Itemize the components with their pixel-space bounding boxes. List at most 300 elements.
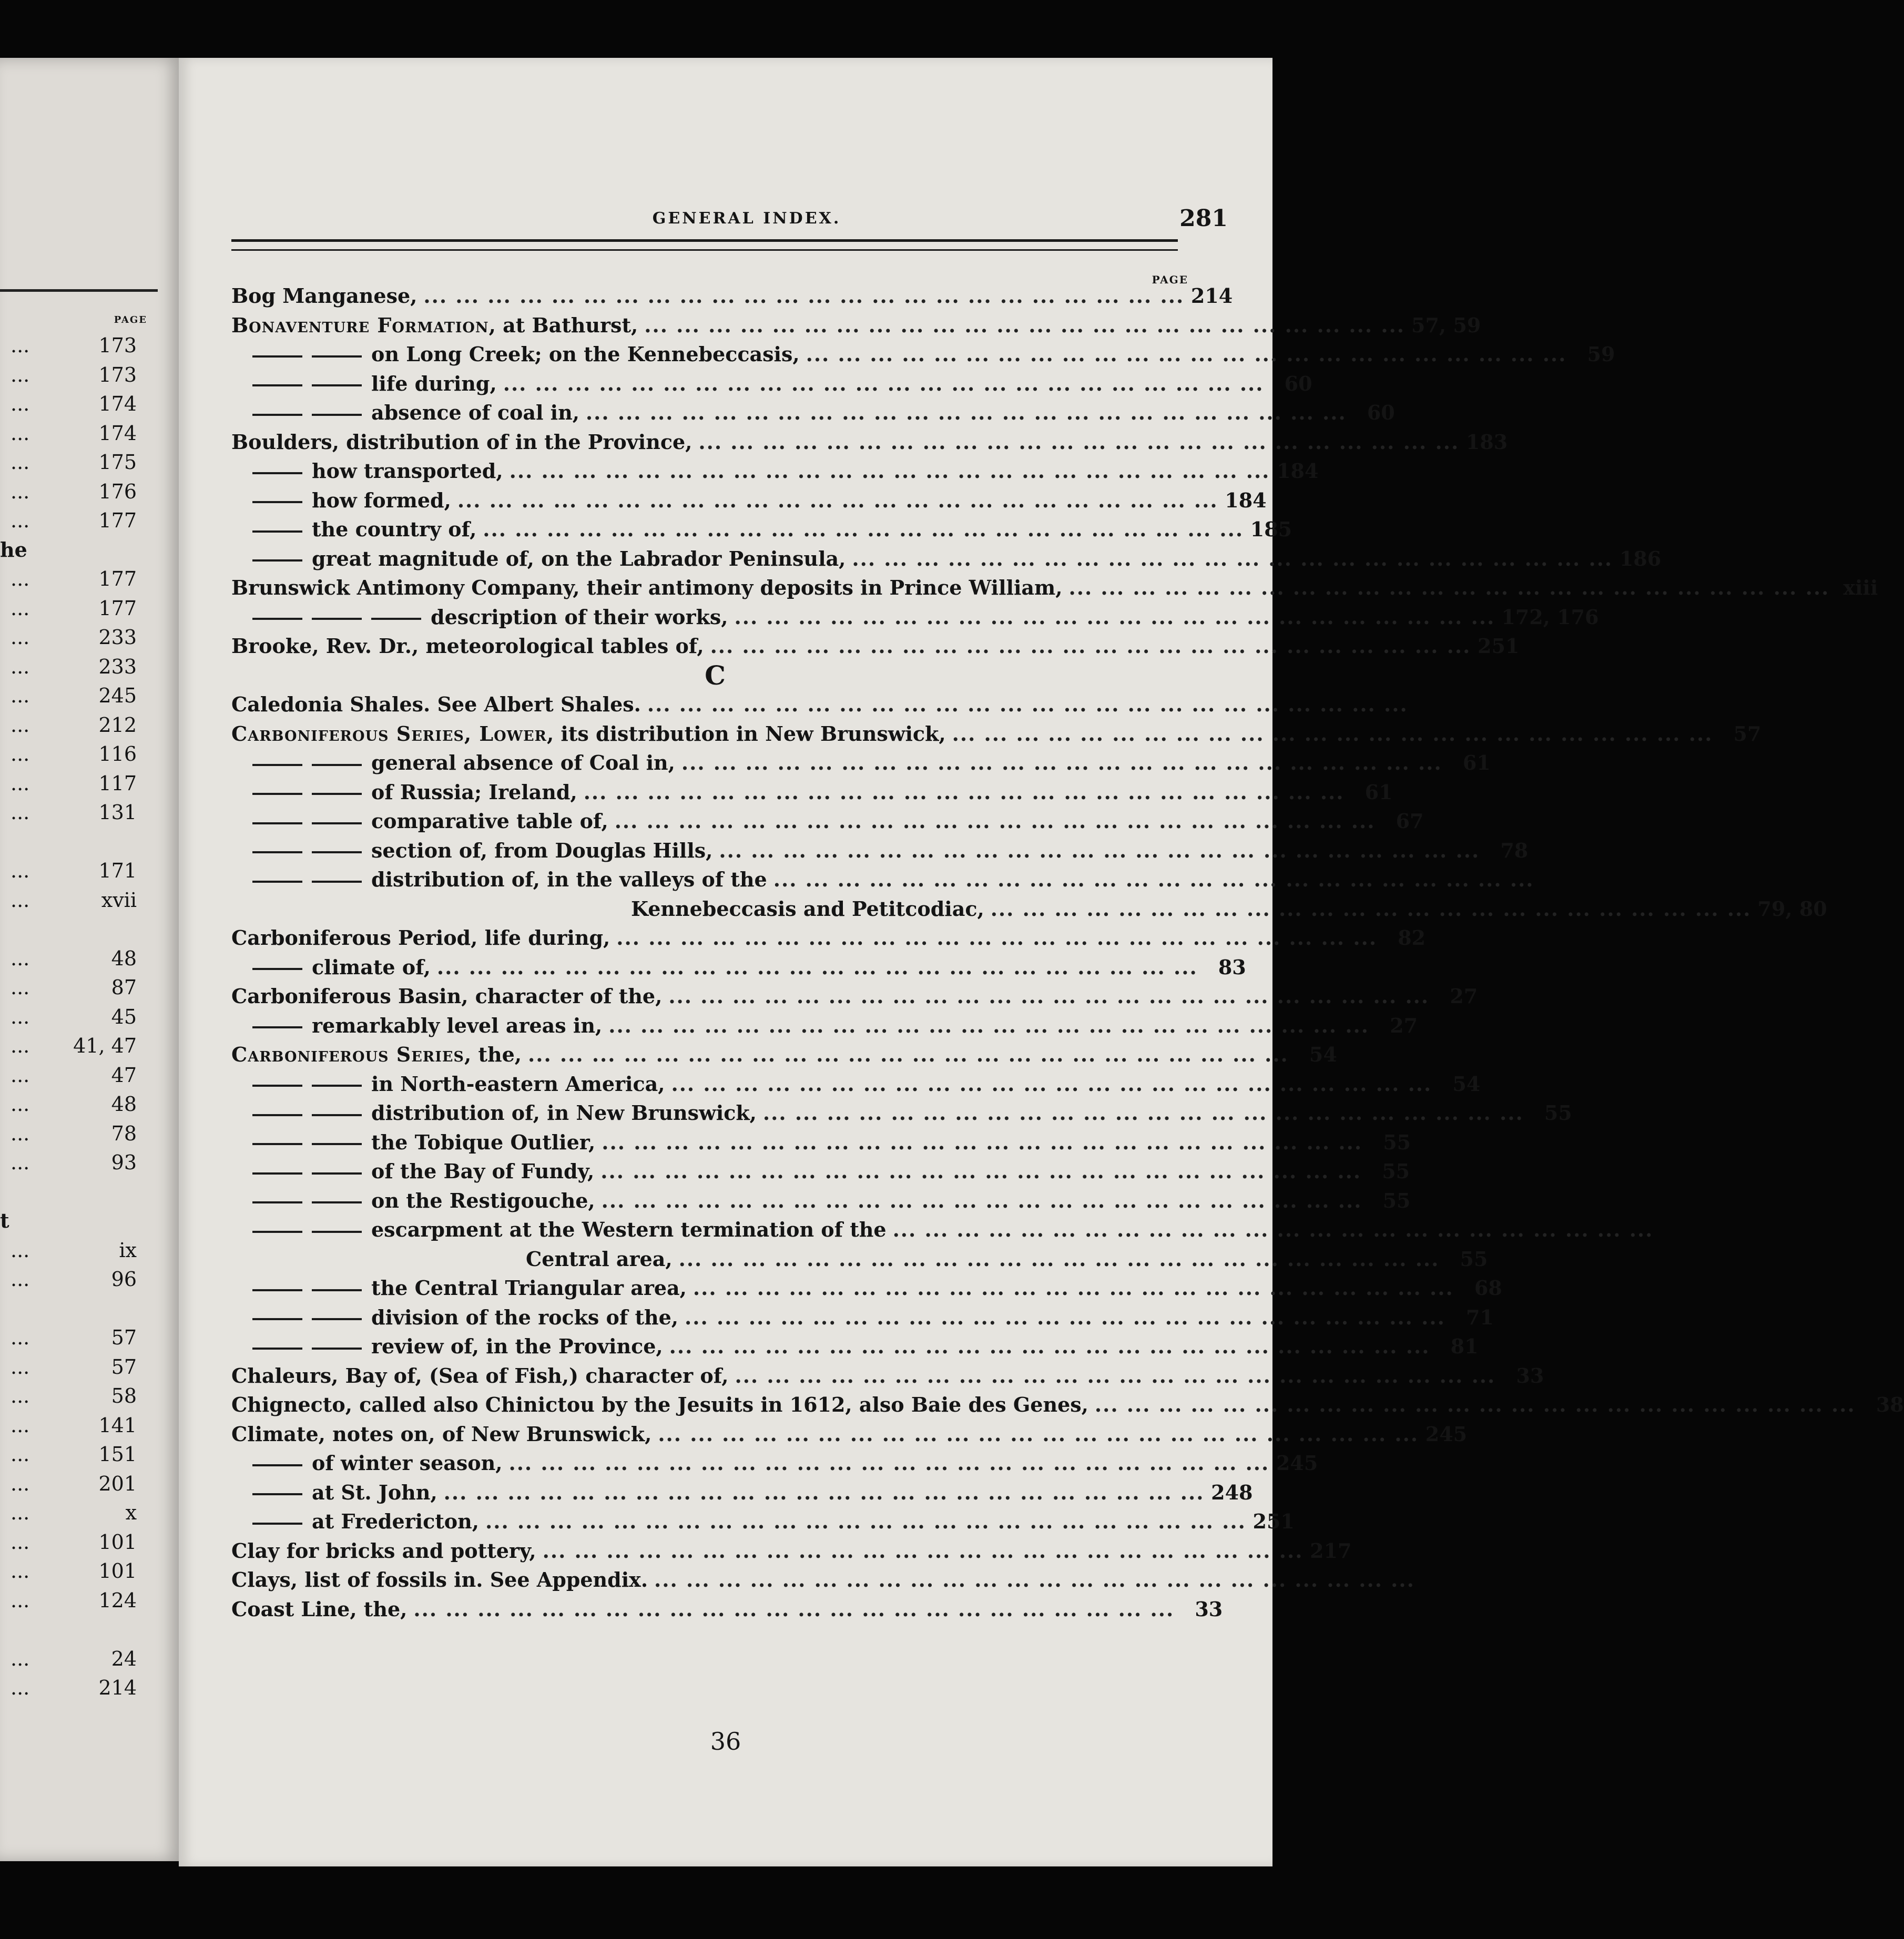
ditto-dash [252, 1289, 302, 1291]
left-page-row [0, 947, 174, 970]
entry-text: Chignecto, called also Chinictou by the Jesuits in 1612, also Baie des Genes, [231, 1393, 1088, 1416]
dot-leader: ... ... ... ... ... ... ... ... ... ... ... ... ... ... ... ... ... ... ... ... ... ... ... ... [508, 1451, 1270, 1475]
left-page-number: 177 [98, 509, 137, 532]
ditto-dash [252, 881, 302, 883]
left-page-row [0, 626, 174, 649]
entry-text: how transported, [312, 459, 503, 483]
left-page-row [0, 363, 174, 386]
dot-leader: ... ... ... ... ... ... ... ... ... ... ... ... ... ... ... ... ... ... ... ... ... ... ... ... [658, 1422, 1419, 1446]
ditto-dash [312, 822, 362, 824]
entry-page-number: 248 [1211, 1480, 1253, 1504]
index-entry [231, 486, 1267, 515]
ditto-dash [252, 968, 302, 970]
dot-leader: ... ... ... ... ... ... ... ... ... ... ... ... ... ... ... ... ... ... ... ... ... ... ... ... [443, 1480, 1205, 1504]
entry-page-number: 83 [1218, 955, 1246, 979]
dot-leader: ... ... ... ... ... ... ... ... ... ... ... ... ... ... ... ... ... ... ... ... ... ... ... ... [600, 1159, 1362, 1183]
index-entry [231, 631, 1520, 661]
dot-leader: ... ... ... ... ... ... ... ... ... ... ... ... ... ... ... ... ... ... ... ... ... ... ... ... [644, 313, 1406, 337]
entry-page-number: 55 [1382, 1188, 1411, 1212]
index-entry [231, 427, 1508, 457]
left-page-row [0, 334, 174, 357]
dot-leader: ... ... ... ... ... ... ... ... ... ... ... ... ... ... ... ... ... ... ... ... ... ... ... ... [735, 1363, 1496, 1387]
entry-indent [231, 1186, 371, 1216]
entry-text: distribution of, in New Brunswick, [371, 1101, 757, 1125]
left-page-leader: ... [11, 684, 30, 707]
entry-text: Brooke, Rev. Dr., meteorological tables of, [231, 634, 704, 658]
left-page-row [0, 1589, 174, 1612]
left-page-row [0, 1530, 174, 1554]
left-page-leader: ... [11, 392, 30, 415]
dot-leader: ... ... ... ... ... ... ... ... ... ... ... ... ... ... ... ... ... ... ... ... ... ... ... ... [698, 430, 1460, 454]
ditto-dash [252, 1026, 302, 1028]
left-page-leader: ... [11, 771, 30, 795]
left-page-leader: ... [11, 1413, 30, 1437]
entry-text-rest: , the, [464, 1043, 522, 1066]
left-page-number: 47 [111, 1063, 137, 1087]
left-page-leader: ... [11, 479, 30, 503]
ditto-dash [252, 764, 302, 766]
ditto-dash [371, 618, 421, 620]
ditto-dash [252, 530, 302, 533]
entry-text: life during, [371, 371, 497, 395]
left-page-row [0, 1180, 174, 1203]
entry-text: on Long Creek; on the Kennebeccasis, [371, 342, 800, 366]
entry-text: climate of, [312, 955, 431, 979]
running-head [266, 205, 1228, 237]
entry-text: comparative table of, [371, 809, 608, 833]
index-entry [231, 1303, 1494, 1332]
index-entry [231, 690, 1408, 719]
left-page-leader: ... [11, 1326, 30, 1349]
left-page-number: 57 [111, 1326, 137, 1349]
entry-text: Bog Manganese, [231, 284, 418, 308]
dot-leader: ... ... ... ... ... ... ... ... ... ... ... ... ... ... ... ... ... ... ... ... ... ... ... ... [671, 1071, 1432, 1096]
entry-indent [231, 1215, 371, 1244]
entry-indent [231, 369, 371, 399]
left-page-rule [0, 289, 158, 292]
index-entry [231, 1069, 1481, 1099]
left-page-number: 117 [98, 771, 137, 795]
ditto-dash [252, 559, 302, 562]
dot-leader: ... ... ... ... ... ... ... ... ... ... ... ... ... ... ... ... ... ... ... ... ... ... ... ... [654, 1568, 1415, 1591]
entry-text: description of their works, [431, 605, 728, 629]
left-page-row [0, 801, 174, 824]
dot-leader: ... ... ... ... ... ... ... ... ... ... ... ... ... ... ... ... ... ... ... ... ... ... ... ... [773, 868, 1534, 891]
index-entry [231, 1040, 1337, 1069]
entry-text: division of the rocks of the, [371, 1305, 679, 1329]
section-letter: C [705, 659, 726, 691]
dot-leader: ... ... ... ... ... ... ... ... ... ... ... ... ... ... ... ... ... ... ... ... ... ... ... ... [413, 1597, 1175, 1621]
entry-indent [231, 1098, 371, 1128]
index-entry [231, 311, 1481, 340]
entry-page-number: 54 [1452, 1071, 1481, 1096]
index-entry [231, 865, 1534, 894]
entry-text: Central area, [526, 1247, 673, 1271]
dot-leader: ... ... ... ... ... ... ... ... ... ... ... ... ... ... ... ... ... ... ... ... ... ... ... ... [806, 342, 1567, 366]
dot-leader: ... ... ... ... ... ... ... ... ... ... ... ... ... ... ... ... ... ... ... ... ... ... ... ... [952, 721, 1713, 746]
left-page-row [0, 1326, 174, 1349]
entry-indent [231, 340, 371, 369]
left-page-row [0, 1501, 174, 1524]
left-page-leader: ... [11, 1063, 30, 1087]
entry-page-number: 82 [1398, 926, 1426, 950]
entry-text: Clays, list of fossils in. See Appendix. [231, 1568, 648, 1591]
left-page-leader: ... [11, 946, 30, 970]
left-page-row [0, 1414, 174, 1437]
dot-leader: ... ... ... ... ... ... ... ... ... ... ... ... ... ... ... ... ... ... ... ... ... ... ... ... [485, 1509, 1246, 1533]
left-page-row [0, 1122, 174, 1145]
entry-indent [231, 1332, 371, 1361]
left-page-row [0, 1559, 174, 1583]
dot-leader: ... ... ... ... ... ... ... ... ... ... ... ... ... ... ... ... ... ... ... ... ... ... ... ... [1094, 1393, 1856, 1416]
entry-text: Chaleurs, Bay of, (Sea of Fish,) character of, [231, 1363, 729, 1387]
entry-text [231, 311, 638, 340]
entry-page-number: 33 [1516, 1363, 1544, 1387]
index-entry [231, 748, 1491, 778]
entry-indent [231, 748, 371, 778]
entry-text: at Fredericton, [312, 1509, 480, 1533]
ditto-dash [252, 384, 302, 386]
entry-page-number: 59 [1587, 342, 1615, 366]
ditto-dash [312, 1231, 362, 1233]
left-page-text: he [0, 537, 27, 562]
ditto-dash [252, 1493, 302, 1495]
left-page-number: x [125, 1501, 137, 1524]
left-page-row [0, 1268, 174, 1291]
index-entry [231, 1157, 1410, 1186]
entry-page-number: 55 [1383, 1130, 1411, 1154]
entry-page-number: 55 [1382, 1159, 1410, 1183]
ditto-dash [252, 851, 302, 853]
entry-text: Boulders, distribution of in the Province, [231, 430, 693, 454]
signature-folio: 36 [710, 1727, 741, 1756]
entry-page-number: 57, 59 [1411, 313, 1481, 337]
left-page-row [0, 859, 174, 882]
left-page-number: 45 [111, 1005, 137, 1028]
entry-text: the Central Triangular area, [371, 1276, 687, 1300]
ditto-dash [312, 1201, 362, 1203]
left-page-leader: ... [11, 1384, 30, 1407]
entry-text: Carboniferous Basin, character of the, [231, 984, 663, 1008]
entry-indent [231, 1157, 371, 1186]
entry-text: section of, from Douglas Hills, [371, 838, 713, 862]
dot-leader: ... ... ... ... ... ... ... ... ... ... ... ... ... ... ... ... ... ... ... ... ... ... ... ... [585, 401, 1347, 424]
ditto-dash [252, 1318, 302, 1320]
left-page-number: 177 [98, 596, 137, 620]
dot-leader: ... ... ... ... ... ... ... ... ... ... ... ... ... ... ... ... ... ... ... ... ... ... ... ... [483, 517, 1244, 541]
left-page-number: 48 [111, 946, 137, 970]
left-page-leader: ... [11, 713, 30, 737]
entry-page-number: 245 [1276, 1451, 1318, 1475]
ditto-dash [312, 793, 362, 795]
ditto-dash [312, 1318, 362, 1320]
entry-page-number: 55 [1544, 1101, 1572, 1125]
entry-text: at St. John, [312, 1480, 437, 1504]
left-page-leader: ... [11, 1501, 30, 1524]
left-page-row [0, 772, 174, 795]
left-page-leader: ... [11, 1443, 30, 1466]
index-entry [231, 1332, 1479, 1361]
left-page-row [0, 392, 174, 415]
entry-page-number: 81 [1450, 1334, 1479, 1358]
left-page-leader: ... [11, 1588, 30, 1612]
left-page-number: 176 [98, 479, 137, 503]
left-page-row [0, 976, 174, 999]
entry-page-number: 217 [1310, 1538, 1352, 1563]
entry-indent [231, 1507, 312, 1536]
left-page-number: 214 [98, 1676, 137, 1699]
entry-page-number: 183 [1465, 430, 1508, 454]
index-entry [231, 1536, 1352, 1566]
ditto-dash [252, 822, 302, 824]
index-entry [231, 544, 1662, 574]
left-page-number: 201 [98, 1472, 137, 1495]
left-page-row [0, 509, 174, 532]
index-entry [231, 1244, 1488, 1274]
left-page-number: xvii [101, 888, 137, 912]
ditto-dash [252, 414, 302, 416]
dot-leader: ... ... ... ... ... ... ... ... ... ... ... ... ... ... ... ... ... ... ... ... ... ... ... ... [457, 488, 1218, 512]
index-entry [231, 982, 1478, 1011]
entry-indent [231, 486, 312, 515]
index-entry [231, 953, 1246, 982]
left-page-number: 101 [98, 1559, 137, 1583]
left-page-number: 233 [98, 655, 137, 678]
dot-leader: ... ... ... ... ... ... ... ... ... ... ... ... ... ... ... ... ... ... ... ... ... ... ... ... [608, 1013, 1370, 1037]
left-page-number: 141 [98, 1413, 137, 1437]
dot-leader: ... ... ... ... ... ... ... ... ... ... ... ... ... ... ... ... ... ... ... ... ... ... ... ... [1068, 576, 1830, 599]
entry-page-number: 214 [1190, 284, 1233, 308]
entry-heading: Bonaventure Formation [231, 313, 489, 337]
ditto-dash [312, 1143, 362, 1145]
entry-text: Kennebeccasis and Petitcodiac, [631, 896, 984, 921]
index-entry [231, 1507, 1295, 1536]
left-page-row [0, 713, 174, 737]
index-entry [231, 894, 1827, 924]
left-page-row [0, 1443, 174, 1466]
index-entry [231, 340, 1615, 369]
index-entry [231, 1478, 1253, 1507]
entry-text: general absence of Coal in, [371, 751, 675, 774]
left-page-row [0, 1297, 174, 1320]
left-page-row [0, 1647, 174, 1670]
ditto-dash [252, 1201, 302, 1203]
entry-text-rest: , its distribution in New Brunswick, [546, 721, 946, 746]
dot-leader: ... ... ... ... ... ... ... ... ... ... ... ... ... ... ... ... ... ... ... ... ... ... ... ... [423, 284, 1185, 308]
left-page-leader: ... [11, 1647, 30, 1670]
ditto-dash [252, 355, 302, 358]
left-page-row [0, 1676, 174, 1699]
index-entry [231, 1098, 1572, 1128]
left-page-leader: ... [11, 1472, 30, 1495]
ditto-dash [312, 384, 362, 386]
left-page-number: 173 [98, 363, 137, 386]
left-page-row [0, 684, 174, 707]
left-page-leader: ... [11, 859, 30, 882]
left-page-leader: ... [11, 655, 30, 678]
left-page-number: 87 [111, 976, 137, 999]
left-page-number: 174 [98, 421, 137, 445]
entry-indent [231, 953, 312, 982]
entry-heading: Carboniferous Series, Lower [231, 721, 547, 746]
ditto-dash [252, 618, 302, 620]
ditto-dash [312, 851, 362, 853]
left-page-leader: ... [11, 1238, 30, 1262]
index-entry [231, 807, 1424, 836]
entry-page-number: 185 [1250, 517, 1292, 541]
entry-indent [231, 807, 371, 836]
ditto-dash [252, 1464, 302, 1466]
entry-page-number: 186 [1619, 546, 1662, 570]
entry-page-number: 27 [1390, 1013, 1418, 1037]
left-page-leader: ... [11, 1151, 30, 1174]
entry-text: how formed, [312, 488, 451, 512]
left-page-column-label: PAGE [114, 314, 147, 325]
left-page-row [0, 1093, 174, 1116]
entry-text: in North-eastern America, [371, 1071, 665, 1096]
left-page-number: 96 [111, 1268, 137, 1291]
dot-leader: ... ... ... ... ... ... ... ... ... ... ... ... ... ... ... ... ... ... ... ... ... ... ... ... [693, 1276, 1454, 1300]
left-page-number: 177 [98, 567, 137, 590]
entry-text: of winter season, [312, 1451, 503, 1475]
left-page-leader: ... [11, 509, 30, 532]
dot-leader: ... ... ... ... ... ... ... ... ... ... ... ... ... ... ... ... ... ... ... ... ... ... ... ... [710, 634, 1471, 658]
ditto-dash [252, 1143, 302, 1145]
left-page-leader: ... [11, 1676, 30, 1699]
entry-text: Climate, notes on, of New Brunswick, [231, 1422, 652, 1446]
entry-text: remarkably level areas in, [312, 1013, 603, 1037]
entry-page-number: 60 [1284, 371, 1312, 395]
ditto-dash [252, 793, 302, 795]
ditto-dash [252, 501, 302, 503]
entry-indent [231, 398, 371, 427]
left-page-number: 57 [111, 1355, 137, 1379]
entry-indent [231, 1128, 371, 1157]
entry-indent [231, 1273, 371, 1303]
entry-indent [231, 1448, 312, 1478]
index-entry [231, 1390, 1904, 1420]
index-entries [231, 281, 1904, 1624]
index-entry [231, 398, 1395, 427]
left-page-leader: ... [11, 421, 30, 445]
index-entry [231, 1011, 1418, 1040]
entry-page-number: 57 [1733, 721, 1762, 746]
entry-text: the country of, [312, 517, 477, 541]
entry-page-number: 172, 176 [1501, 605, 1599, 629]
ditto-dash [312, 1114, 362, 1116]
entry-text: on the Restigouche, [371, 1188, 595, 1212]
left-page-leader: ... [11, 567, 30, 590]
left-page-number: 173 [98, 334, 137, 357]
entry-page-number: 68 [1474, 1276, 1502, 1300]
left-page-leader: ... [11, 1093, 30, 1116]
left-page-fragment [0, 58, 181, 1861]
left-page-row [0, 1618, 174, 1641]
entry-text: Clay for bricks and pottery, [231, 1538, 536, 1563]
entry-indent [231, 456, 312, 486]
index-entry [231, 1565, 1415, 1595]
left-page-leader: ... [11, 1559, 30, 1583]
ditto-dash [312, 764, 362, 766]
entry-page-number: 38 [1876, 1393, 1904, 1416]
left-page-number: 131 [98, 801, 137, 824]
entry-indent [231, 1303, 371, 1332]
left-page-leader: ... [11, 334, 30, 357]
left-page-row [0, 889, 174, 912]
dot-leader: ... ... ... ... ... ... ... ... ... ... ... ... ... ... ... ... ... ... ... ... ... ... ... ... [503, 371, 1264, 395]
dot-leader: ... ... ... ... ... ... ... ... ... ... ... ... ... ... ... ... ... ... ... ... ... ... ... ... [668, 984, 1430, 1008]
entry-text: Brunswick Antimony Company, their antimony deposits in Prince William, [231, 576, 1063, 599]
left-page-number: 175 [98, 451, 137, 474]
dot-leader: ... ... ... ... ... ... ... ... ... ... ... ... ... ... ... ... ... ... ... ... ... ... ... ... [685, 1305, 1445, 1329]
entry-page-number: 61 [1462, 751, 1491, 774]
index-entry [231, 836, 1529, 865]
left-page-row [0, 422, 174, 445]
left-page-leader: ... [11, 1268, 30, 1291]
entry-indent [231, 544, 312, 574]
left-page-row [0, 1239, 174, 1262]
left-page-number: 101 [98, 1530, 137, 1554]
index-entry [231, 778, 1393, 807]
dot-leader: ... ... ... ... ... ... ... ... ... ... ... ... ... ... ... ... ... ... ... ... ... ... ... ... [762, 1101, 1524, 1125]
left-page-leader: ... [11, 1355, 30, 1379]
left-page-row [0, 1151, 174, 1174]
entry-page-number: 251 [1253, 1509, 1295, 1533]
left-page-leader: ... [11, 1121, 30, 1145]
entry-page-number: 33 [1195, 1597, 1223, 1621]
left-page-number: 124 [98, 1588, 137, 1612]
entry-indent [231, 603, 431, 632]
dot-leader: ... ... ... ... ... ... ... ... ... ... ... ... ... ... ... ... ... ... ... ... ... ... ... ... [583, 780, 1345, 804]
left-page-leader: ... [11, 801, 30, 824]
entry-page-number: 78 [1500, 838, 1529, 862]
left-page-number: 233 [98, 626, 137, 649]
entry-text: of the Bay of Fundy, [371, 1159, 595, 1183]
dot-leader: ... ... ... ... ... ... ... ... ... ... ... ... ... ... ... ... ... ... ... ... ... ... ... ... [509, 459, 1270, 483]
entry-page-number: 61 [1365, 780, 1393, 804]
index-page [179, 58, 1904, 1866]
left-page-number: 41, 47 [73, 1034, 137, 1057]
left-page-leader: ... [11, 1530, 30, 1554]
dot-leader: ... ... ... ... ... ... ... ... ... ... ... ... ... ... ... ... ... ... ... ... ... ... ... ... [678, 1247, 1440, 1271]
dot-leader: ... ... ... ... ... ... ... ... ... ... ... ... ... ... ... ... ... ... ... ... ... ... ... ... [990, 896, 1752, 921]
entry-text [231, 1040, 522, 1069]
entry-indent [231, 778, 371, 807]
entry-text: Carboniferous Period, life during, [231, 926, 610, 950]
entry-page-number: 184 [1225, 488, 1267, 512]
index-entry [231, 1273, 1502, 1303]
left-page-row [0, 1384, 174, 1407]
left-page-number: 78 [111, 1121, 137, 1145]
page-number: 281 [1179, 205, 1228, 232]
left-page-leader: ... [11, 363, 30, 386]
left-page-leader: ... [11, 888, 30, 912]
entry-text: Coast Line, the, [231, 1597, 408, 1621]
left-page-number: 212 [98, 713, 137, 737]
ditto-dash [252, 472, 302, 474]
left-page-row [0, 538, 174, 562]
entry-page-number: 27 [1450, 984, 1478, 1008]
ditto-dash [312, 618, 362, 620]
left-page-leader: ... [11, 742, 30, 766]
left-page-row [0, 1005, 174, 1028]
left-page-leader: ... [11, 1005, 30, 1028]
ditto-dash [252, 1348, 302, 1350]
left-page-row [0, 1209, 174, 1232]
index-entry [231, 515, 1292, 544]
ditto-dash [312, 881, 362, 883]
entry-heading: Carboniferous Series [231, 1043, 464, 1066]
